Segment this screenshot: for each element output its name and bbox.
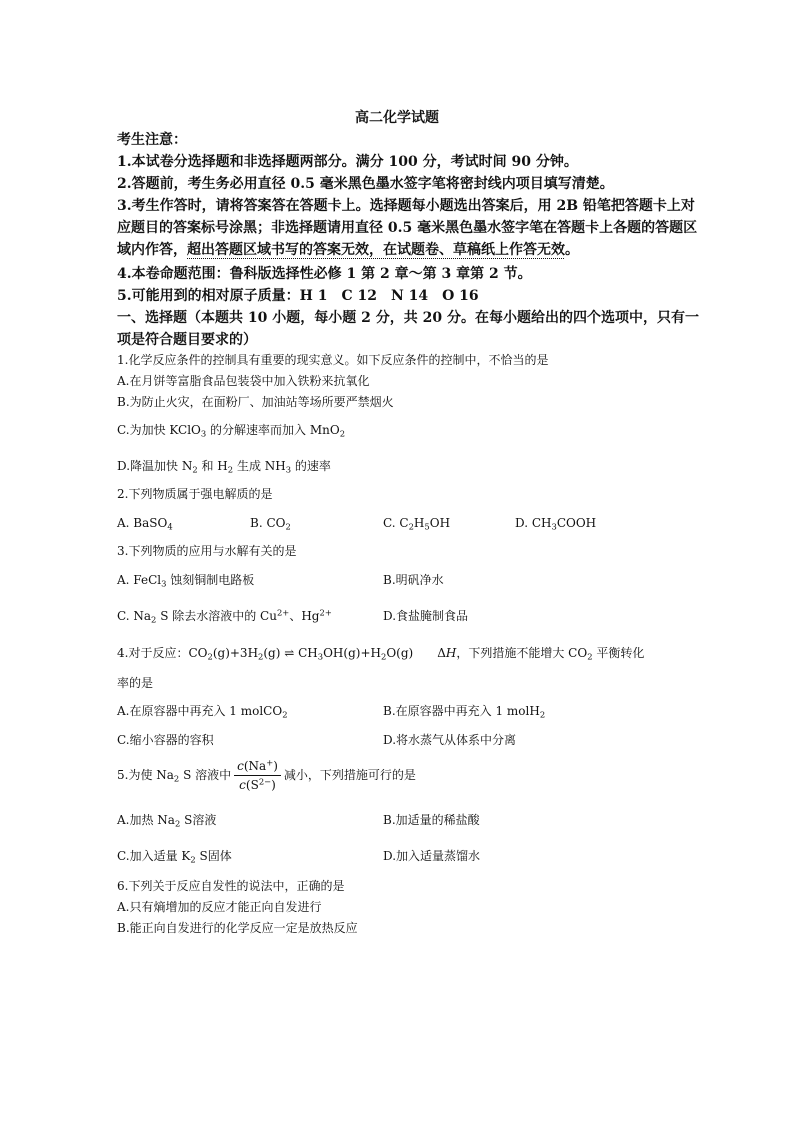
stem-before-fraction: 5.为使 $Na_2$ S 溶液中 (117, 768, 232, 784)
question-stem (117, 757, 416, 793)
question-stem: 6.下列关于反应自发性的说法中，正确的是 (117, 879, 345, 893)
note-line: 4.本卷命题范围：鲁科版选择性必修 1 第 2 章～第 3 章第 2 节。 (117, 266, 532, 282)
question-stem: 2.下列物质属于强电解质的是 (117, 487, 273, 501)
subscript: 2 (227, 464, 234, 475)
option-d: D. $CH_3COOH$ (515, 516, 597, 532)
concentration-ratio-fraction (234, 758, 281, 793)
option-b: B.加适量的稀盐酸 (383, 813, 480, 827)
fraction-numerator: c(Na+) (234, 758, 281, 776)
option-c: C.缩小容器的容积 (117, 733, 214, 747)
subscript: 4 (167, 521, 173, 532)
note-line: 域内作答，超出答题区域书写的答案无效，在试题卷、草稿纸上作答无效。 (117, 242, 579, 258)
subscript: 3 (200, 428, 207, 439)
note-line: 1.本试卷分选择题和非选择题两部分。满分 100 分，考试时间 90 分钟。 (117, 154, 578, 170)
superscript: + (266, 756, 274, 767)
fraction-denominator: $c(S^{2-})$ (239, 775, 276, 792)
subscript: 2 (539, 709, 546, 720)
option-c: C.为加快 KClO$_3$ 的分解速率而加入 MnO$_2$ (117, 423, 346, 439)
option-a: A. BaSO$_4$ (117, 516, 173, 532)
option-b: B.明矾净水 (383, 573, 444, 587)
subscript: 2 (173, 773, 180, 784)
question-stem-continued: 率的是 (117, 676, 154, 690)
option-b: B. $CO_2$ (250, 516, 291, 532)
note-line: 3.考生作答时，请将答案答在答题卡上。选择题每小题选出答案后，用 2B 铅笔把答题卡上对 (117, 198, 695, 214)
subscript: 5 (424, 521, 430, 532)
option-a: A.加热 $Na_2$ S溶液 (117, 813, 217, 829)
option-d: D.将水蒸气从体系中分离 (383, 733, 517, 747)
question-stem: 3.下列物质的应用与水解有关的是 (117, 544, 297, 558)
subscript: 3 (551, 521, 557, 532)
superscript: 2− (258, 775, 272, 786)
option-c: C.加入适量 $K_2$ S固体 (117, 849, 232, 865)
subscript: 3 (285, 464, 292, 475)
note-line: 2.答题前，考生务必用直径 0.5 毫米黑色墨水签字笔将密封线内项目填写清楚。 (117, 176, 614, 192)
superscript: 2+ (319, 607, 332, 618)
subscript: 3 (161, 578, 167, 589)
section-line: 项是符合题目要求的） (117, 332, 257, 348)
subscript: 2 (151, 614, 157, 625)
subscript: 2 (207, 651, 213, 662)
note-line: 应题目的答案标号涂黑；非选择题请用直径 0.5 毫米黑色墨水签字笔在答题卡上各题的答题区 (117, 220, 698, 236)
note-line: 5.可能用到的相对原子质量：H 1 C 12 N 14 O 16 (117, 288, 479, 304)
stem-after-fraction: 减小，下列措施可行的是 (283, 768, 416, 782)
option-a: A.只有熵增加的反应才能正向自发进行 (117, 900, 322, 914)
subscript: 2 (408, 521, 414, 532)
subscript: 2 (285, 521, 291, 532)
subscript: 2 (174, 818, 181, 829)
option-a: A.在原容器中再充入 1 molCO$_2$ (117, 704, 288, 720)
subscript: 2 (587, 651, 593, 662)
option-b: B.在原容器中再充入 1 molH$_2$ (383, 704, 546, 720)
section-line: 一、选择题（本题共 10 小题，每小题 2 分，共 20 分。在每小题给出的四个选项中，只有一 (117, 310, 699, 326)
subscript: 2 (258, 651, 264, 662)
option-d: D.降温加快 $N_2$ 和 $H_2$ 生成 $NH_3$ 的速率 (117, 459, 331, 475)
option-a: A. FeCl$_3$ 蚀刻铜制电路板 (117, 573, 255, 589)
question-stem: 1.化学反应条件的控制具有重要的现实意义。如下反应条件的控制中，不恰当的是 (117, 353, 549, 367)
page-title: 高二化学试题 (355, 110, 439, 126)
option-c: C. $C_2H_5OH$ (383, 516, 451, 532)
option-c: C. $Na_2$ S 除去水溶液中的 $Cu^{2+}$、$Hg^{2+}$ (117, 607, 332, 625)
subscript: 2 (380, 651, 387, 662)
subscript: 2 (339, 428, 346, 439)
italic-symbol: c (239, 777, 246, 792)
subscript: 2 (282, 709, 288, 720)
subscript: 2 (190, 854, 196, 865)
option-d: D.食盐腌制食品 (383, 609, 469, 623)
emphasis-dotted-text: 超出答题区域书写的答案无效，在试题卷、草稿纸上作答无效 (187, 242, 565, 258)
option-b: B.为防止火灾，在面粉厂、加油站等场所要严禁烟火 (117, 395, 394, 409)
option-d: D.加入适量蒸馏水 (383, 849, 481, 863)
superscript: 2+ (276, 607, 290, 618)
question-stem: 4.对于反应：$CO_2(g)+3H_2(g)$ ⇌ $CH_3OH(g)+H_2O(g)$ ΔH，下列措施不能增大 $CO_2$ 平衡转化 (117, 646, 645, 662)
notes-heading: 考生注意： (117, 132, 187, 148)
subscript: 2 (192, 464, 198, 475)
option-b: B.能正向自发进行的化学反应一定是放热反应 (117, 921, 358, 935)
option-a: A.在月饼等富脂食品包装袋中加入铁粉来抗氧化 (117, 374, 370, 388)
italic-symbol: H (445, 646, 457, 660)
subscript: 3 (317, 651, 324, 662)
italic-symbol: c (237, 758, 244, 773)
